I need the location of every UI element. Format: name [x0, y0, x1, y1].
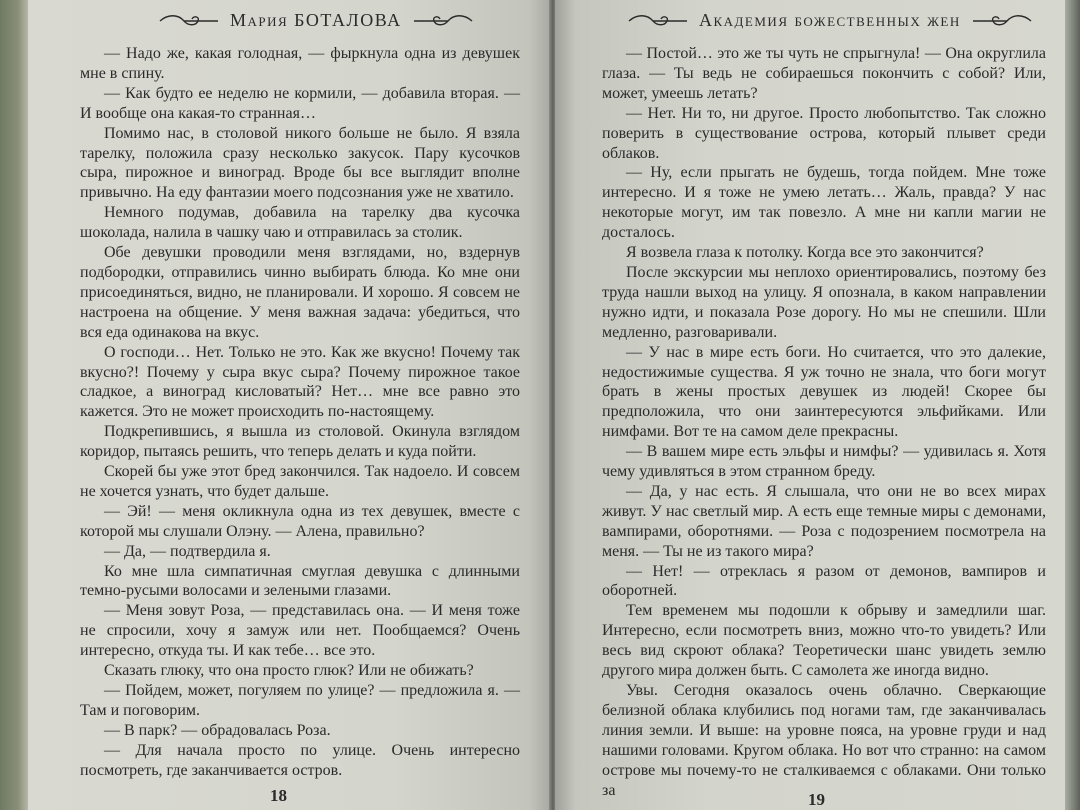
- paragraph: — Да, — подтвердила я.: [104, 542, 271, 560]
- left-page: [28, 0, 550, 810]
- paragraph: — Эй! — меня окликнула одна из тех девушек, вместе с которой мы слушали Олэну. — Алена, правильно?: [80, 502, 520, 540]
- paragraph: Я возвела глаза к потолку. Когда все это закончится?: [626, 244, 984, 262]
- paragraph: — Меня зовут Роза, — представилась она. — И меня тоже не спросили, хочу я замуж или нет. Пообщаемся? Очень интересно, откуда ты. И как тебе… все это.: [80, 602, 520, 660]
- paragraph: — Нет. Ни то, ни другое. Просто любопытство. Так сложно поверить в существование острова, который плывет среди облаков.: [602, 104, 1046, 162]
- right-page-body: [602, 44, 1046, 800]
- paragraph: — Постой… это же ты чуть не спрыгнула! — Она округлила глаза. — Ты ведь не собираешься покончить с собой? Или, может, умеешь летать?: [602, 45, 1046, 102]
- right-page: [555, 0, 1065, 810]
- left-flourish-ornament-icon-2: [412, 12, 474, 30]
- paragraph: — Для начала просто по улице. Очень интересно посмотреть, где заканчивается остров.: [80, 741, 520, 779]
- paragraph: Тем временем мы подошли к обрыву и замедлили шаг. Интересно, если посмотреть вниз, можно что-то увидеть? Или весь вид скроют облака? Теоретически шанс увидеть землю другого мира должен быть. С самолета же иногда видно.: [602, 602, 1046, 680]
- right-flourish-ornament-icon: [627, 12, 689, 30]
- paragraph: Помимо нас, в столовой никого больше не было. Я взяла тарелку, положила сразу несколько закусок. Пару кусочков сыра, пирожное и виноград. Вроде бы все выглядит вполне привычно. На еду фантазии моего подсознания уже не хватило.: [80, 124, 520, 202]
- left-page-header: Мария БОТАЛОВА: [230, 10, 402, 30]
- paragraph: — Пойдем, может, погуляем по улице? — предложила я. — Там и поговорим.: [80, 682, 520, 719]
- paragraph: Обе девушки проводили меня взглядами, но, вздернув подбородки, отправились чинно выбирать блюда. Ко мне они присоединяться, видно, не планировали. И хорошо. Я совсем не настроена на общение. У меня важная задача: убедиться, что вся еда одинакова на вкус.: [80, 244, 520, 341]
- left-page-body: [80, 44, 520, 781]
- right-page-number: 19: [808, 790, 825, 809]
- paragraph: — Нет! — отреклась я разом от демонов, вампиров и оборотней.: [602, 562, 1046, 600]
- paragraph: — В парк? — обрадовалась Роза.: [104, 721, 331, 739]
- paragraph: — Надо же, какая голодная, — фыркнула одна из девушек мне в спину.: [80, 45, 520, 82]
- paragraph: О господи… Нет. Только не это. Как же вкусно! Почему так вкусно?! Почему у сыра вкус сыра? Почему пирожное такое сладкое, а виноград кисловатый? Нет… мне все равно это кажется. Это не может происходить по-настоящему.: [80, 343, 520, 421]
- paragraph: — Ну, если прыгать не будешь, тогда пойдем. Мне тоже интересно. И я тоже не умею летать… Жаль, правда? У нас некоторые могут, им так повезло. А мне ни капли магии не досталось.: [602, 164, 1046, 242]
- left-flourish-ornament-icon: [158, 12, 220, 30]
- paragraph: — В вашем мире есть эльфы и нимфы? — удивилась я. Хотя чему удивляться в этом странном бреду.: [602, 443, 1046, 481]
- paragraph: — Да, у нас есть. Я слышала, что они не во всех мирах живут. У нас светлый мир. А есть еще темные миры с демонами, вампирами, оборотнями. — Роза с подозрением посмотрела на меня. — Ты не из такого мира?: [602, 482, 1046, 560]
- right-running-head: [627, 10, 1033, 31]
- paragraph: Сказать глюку, что она просто глюк? Или не обижать?: [104, 662, 474, 680]
- paragraph: Немного подумав, добавила на тарелку два кусочка шоколада, налила в чашку чаю и отправилась за столик.: [80, 204, 520, 242]
- paragraph: — У нас в мире есть боги. Но считается, что это далекие, недостижимые существа. Я уж точно не знала, что боги могут брать в жены простых девушек из людей! Скорее бы предположила, что они заинтересуются эльфийками. Или нимфами. Вот те на самом деле прекрасны.: [602, 343, 1046, 441]
- paragraph: Ко мне шла симпатичная смуглая девушка с длинными темно-русыми волосами и зелеными глазами.: [80, 562, 520, 600]
- paragraph: Подкрепившись, я вышла из столовой. Окинула взглядом коридор, пытаясь решить, что теперь делать и куда пойти.: [80, 423, 520, 461]
- right-flourish-ornament-icon-2: [971, 12, 1033, 30]
- paragraph: Скорей бы уже этот бред закончился. Так надоело. И совсем не хочется узнать, что будет дальше.: [80, 463, 520, 500]
- left-page-number: 18: [270, 786, 287, 805]
- left-running-head: [158, 10, 474, 31]
- paragraph: Увы. Сегодня оказалось очень облачно. Сверкающие белизной облака клубились под ногами там, где заканчивалась линия земли. И выше: на уровне пояса, на уровне груди и над нашими головами. Кругом облака. Но вот что странно: на самом острове мы почему-то не сталкиваемся с облаками. Они только за: [602, 682, 1046, 799]
- right-page-header: Академия божественных жен: [699, 10, 961, 30]
- paragraph: После экскурсии мы неплохо ориентировались, поэтому без труда нашли выход на улицу. Я опознала, в каком направлении нужно идти, и показала Розе дорогу. Но мы не спешили. Шли медленно, разговаривали.: [602, 263, 1046, 341]
- paragraph: — Как будто ее неделю не кормили, — добавила вторая. — И вообще она какая-то странная…: [80, 84, 520, 122]
